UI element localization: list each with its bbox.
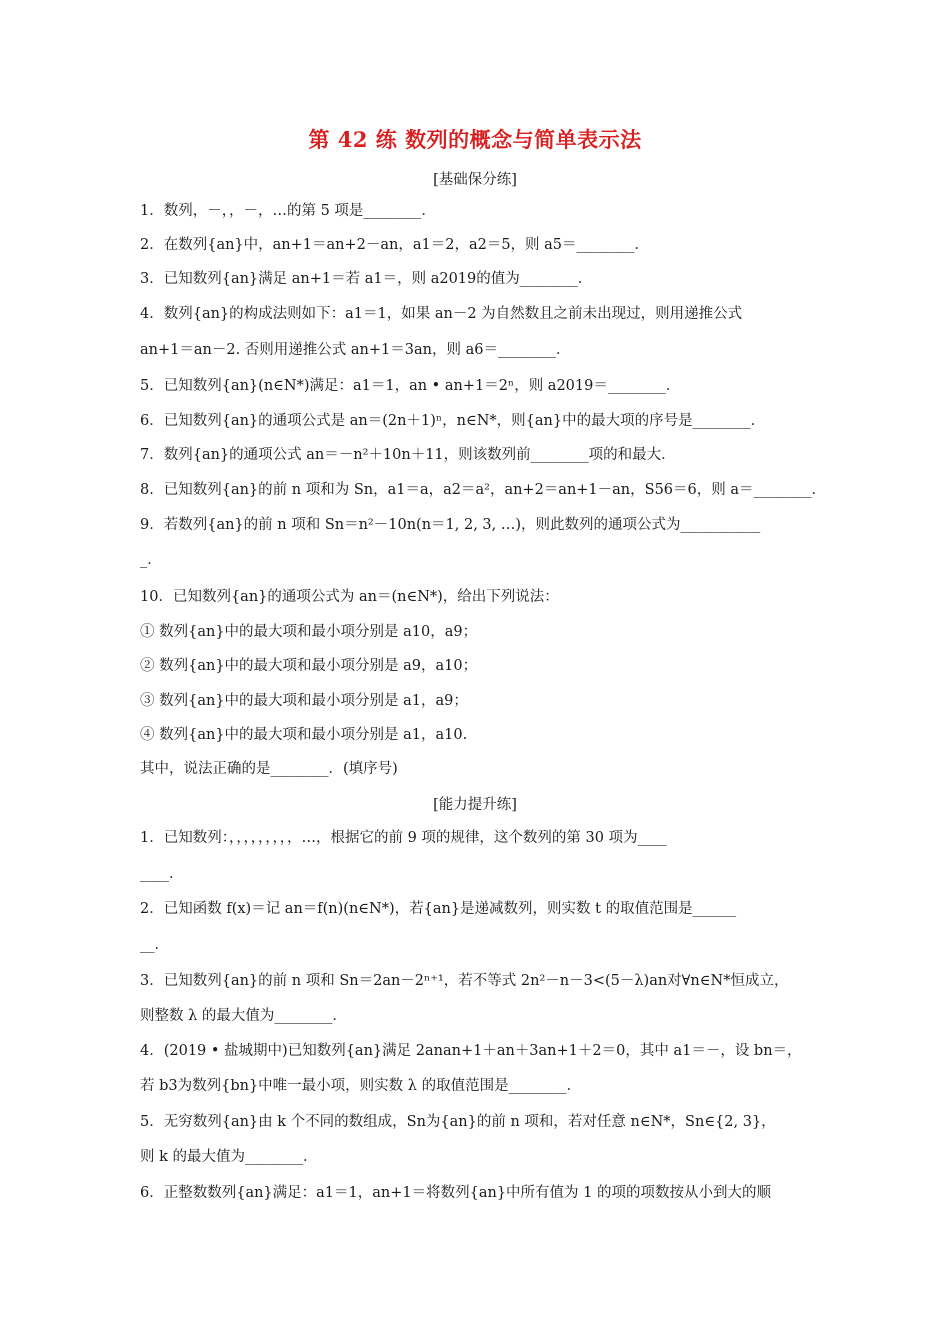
page-title: 第 42 练 数列的概念与简单表示法	[308, 127, 642, 152]
advanced-line-10: 则 k 的最大值为________．	[140, 1149, 318, 1165]
section-heading-advanced: [能力提升练]	[433, 797, 517, 813]
basic-line-12: 10．已知数列{an}的通项公式为 an＝(n∈N*)，给出下列说法：	[140, 589, 559, 605]
basic-line-7: 6．已知数列{an}的通项公式是 an＝(2n＋1)ⁿ，n∈N*，则{an}中的最大项的序号是________．	[140, 413, 766, 429]
basic-line-13: ① 数列{an}中的最大项和最小项分别是 a10，a9；	[140, 624, 478, 640]
basic-line-4: 4．数列{an}的构成法则如下：a1＝1，如果 an－2 为自然数且之前未出现过，则用递推公式	[140, 306, 743, 322]
basic-line-3: 3．已知数列{an}满足 an+1＝若 a1＝，则 a2019的值为________．	[140, 271, 593, 287]
advanced-line-6: 则整数 λ 的最大值为________．	[140, 1008, 347, 1024]
basic-line-5: an+1＝an－2. 否则用递推公式 an+1＝3an，则 a6＝________．	[140, 342, 571, 358]
basic-line-6: 5．已知数列{an}(n∈N*)满足：a1＝1，an • an+1＝2ⁿ，则 a2019＝________．	[140, 378, 681, 394]
advanced-line-11: 6．正整数数列{an}满足：a1＝1，an+1＝将数列{an}中所有值为 1 的项的项数按从小到大的顺	[140, 1185, 771, 1201]
advanced-line-9: 5．无穷数列{an}由 k 个不同的数组成，Sn为{an}的前 n 项和，若对任意 n∈N*，Sn∈{2, 3}，	[140, 1114, 776, 1130]
basic-line-2: 2．在数列{an}中，an+1＝an+2－an，a1＝2，a2＝5，则 a5＝________．	[140, 237, 650, 253]
basic-line-17: 其中，说法正确的是________．(填序号)	[140, 761, 398, 777]
basic-line-10: 9．若数列{an}的前 n 项和 Sn＝n²－10n(n＝1, 2, 3, …)，则此数列的通项公式为___________	[140, 517, 761, 533]
advanced-line-8: 若 b3为数列{bn}中唯一最小项，则实数 λ 的取值范围是________．	[140, 1078, 582, 1094]
advanced-line-1: 1．已知数列：，，，，，，，，，…，根据它的前 9 项的规律，这个数列的第 30 项为____	[140, 830, 667, 846]
advanced-line-4: __．	[140, 937, 169, 953]
section-heading-basic: [基础保分练]	[433, 172, 517, 188]
advanced-line-5: 3．已知数列{an}的前 n 项和 Sn＝2an－2ⁿ⁺¹，若不等式 2n²－n－3<(5－λ)an对∀n∈N*恒成立，	[140, 973, 789, 989]
basic-line-1: 1．数列，－，，－，…的第 5 项是________．	[140, 203, 436, 219]
advanced-line-2: ____．	[140, 866, 184, 882]
advanced-line-7: 4．(2019 • 盐城期中)已知数列{an}满足 2anan+1＋an＋3an+1＋2＝0，其中 a1＝－，设 bn＝，	[140, 1043, 802, 1059]
basic-line-11: _．	[140, 552, 162, 568]
basic-line-9: 8．已知数列{an}的前 n 项和为 Sn，a1＝a，a2＝a²，an+2＝an+1－an，S56＝6，则 a＝________．	[140, 482, 827, 498]
advanced-line-3: 2．已知函数 f(x)＝记 an＝f(n)(n∈N*)，若{an}是递减数列，则实数 t 的取值范围是______	[140, 901, 737, 917]
basic-line-8: 7．数列{an}的通项公式 an＝－n²＋10n＋11，则该数列前________项的和最大．	[140, 447, 676, 463]
basic-line-15: ③ 数列{an}中的最大项和最小项分别是 a1，a9；	[140, 693, 468, 709]
basic-line-14: ② 数列{an}中的最大项和最小项分别是 a9，a10；	[140, 658, 478, 674]
basic-line-16: ④ 数列{an}中的最大项和最小项分别是 a1，a10.	[140, 727, 468, 743]
